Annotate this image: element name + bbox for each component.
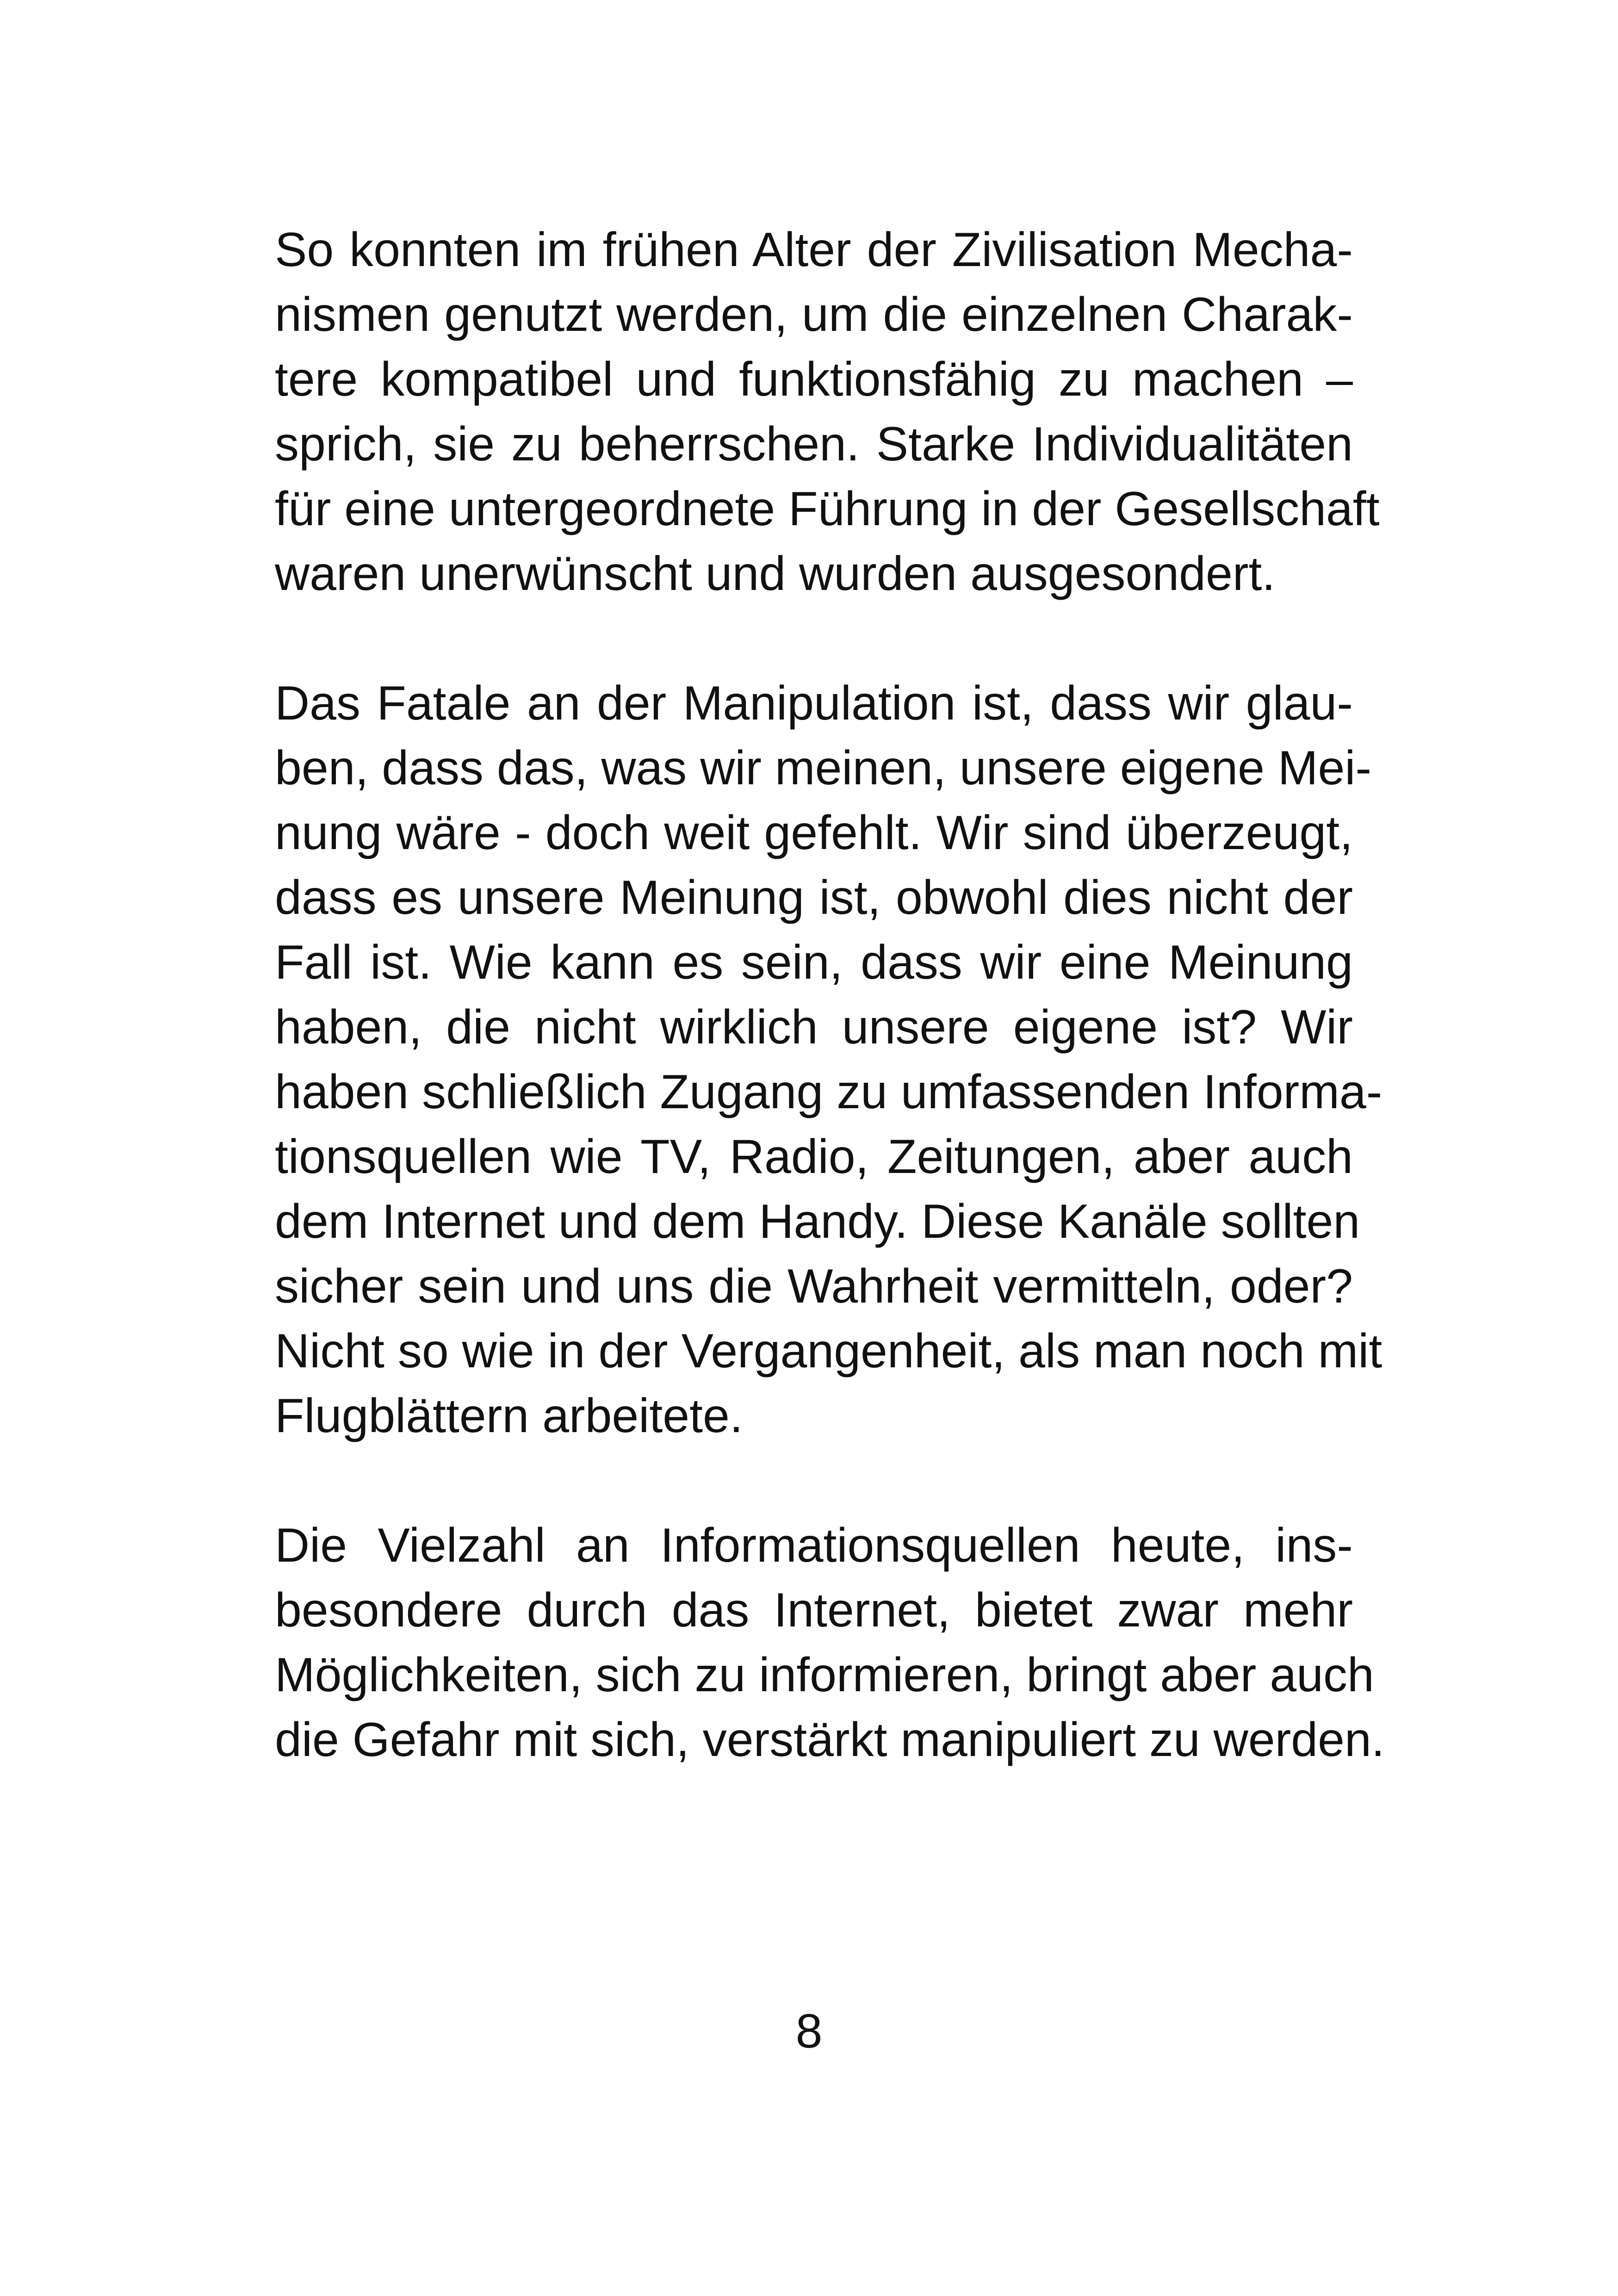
text-line: Die Vielzahl an Informationsquellen heute, ins- bbox=[275, 1519, 1353, 1572]
text-line: tionsquellen wie TV, Radio, Zeitungen, aber auch bbox=[275, 1130, 1353, 1184]
text-line: So konnten im frühen Alter der Zivilisation Mecha- bbox=[275, 223, 1353, 277]
text-line: dass es unsere Meinung ist, obwohl dies nicht der bbox=[275, 871, 1353, 925]
text-line: tere kompatibel und funktionsfähig zu machen – bbox=[275, 353, 1353, 406]
text-line: besondere durch das Internet, bietet zwar mehr bbox=[275, 1583, 1353, 1637]
text-line: die Gefahr mit sich, verstärkt manipuliert zu werden. bbox=[275, 1713, 1385, 1767]
paragraph-3 bbox=[275, 1513, 1385, 1772]
text-line: für eine untergeordnete Führung in der Gesellschaft bbox=[275, 482, 1380, 536]
text-line: ben, dass das, was wir meinen, unsere eigene Mei- bbox=[275, 741, 1372, 795]
page-number: 8 bbox=[795, 2004, 823, 2058]
text-line: Flugblättern arbeitete. bbox=[275, 1389, 743, 1443]
paragraph-2 bbox=[275, 671, 1382, 1448]
text-line: sprich, sie zu beherrschen. Starke Individualitäten bbox=[275, 417, 1353, 471]
text-line: Fall ist. Wie kann es sein, dass wir eine Meinung bbox=[275, 936, 1353, 989]
text-line: Das Fatale an der Manipulation ist, dass wir glau- bbox=[275, 676, 1353, 730]
text-line: haben, die nicht wirklich unsere eigene ist? Wir bbox=[275, 1000, 1353, 1054]
text-line: Nicht so wie in der Vergangenheit, als man noch mit bbox=[275, 1324, 1382, 1378]
text-line: nismen genutzt werden, um die einzelnen Charak- bbox=[275, 288, 1353, 341]
text-line: sicher sein und uns die Wahrheit vermitteln, oder? bbox=[275, 1260, 1353, 1313]
text-line: waren unerwünscht und wurden ausgesondert. bbox=[275, 547, 1276, 601]
text-line: dem Internet und dem Handy. Diese Kanäle sollten bbox=[275, 1195, 1360, 1248]
text-line: Möglichkeiten, sich zu informieren, bringt aber auch bbox=[275, 1648, 1374, 1702]
paragraph-1 bbox=[275, 217, 1380, 606]
text-line: haben schließlich Zugang zu umfassenden Informa- bbox=[275, 1065, 1382, 1119]
text-line: nung wäre - doch weit gefehlt. Wir sind überzeugt, bbox=[275, 806, 1353, 860]
body-text bbox=[275, 217, 1385, 1772]
